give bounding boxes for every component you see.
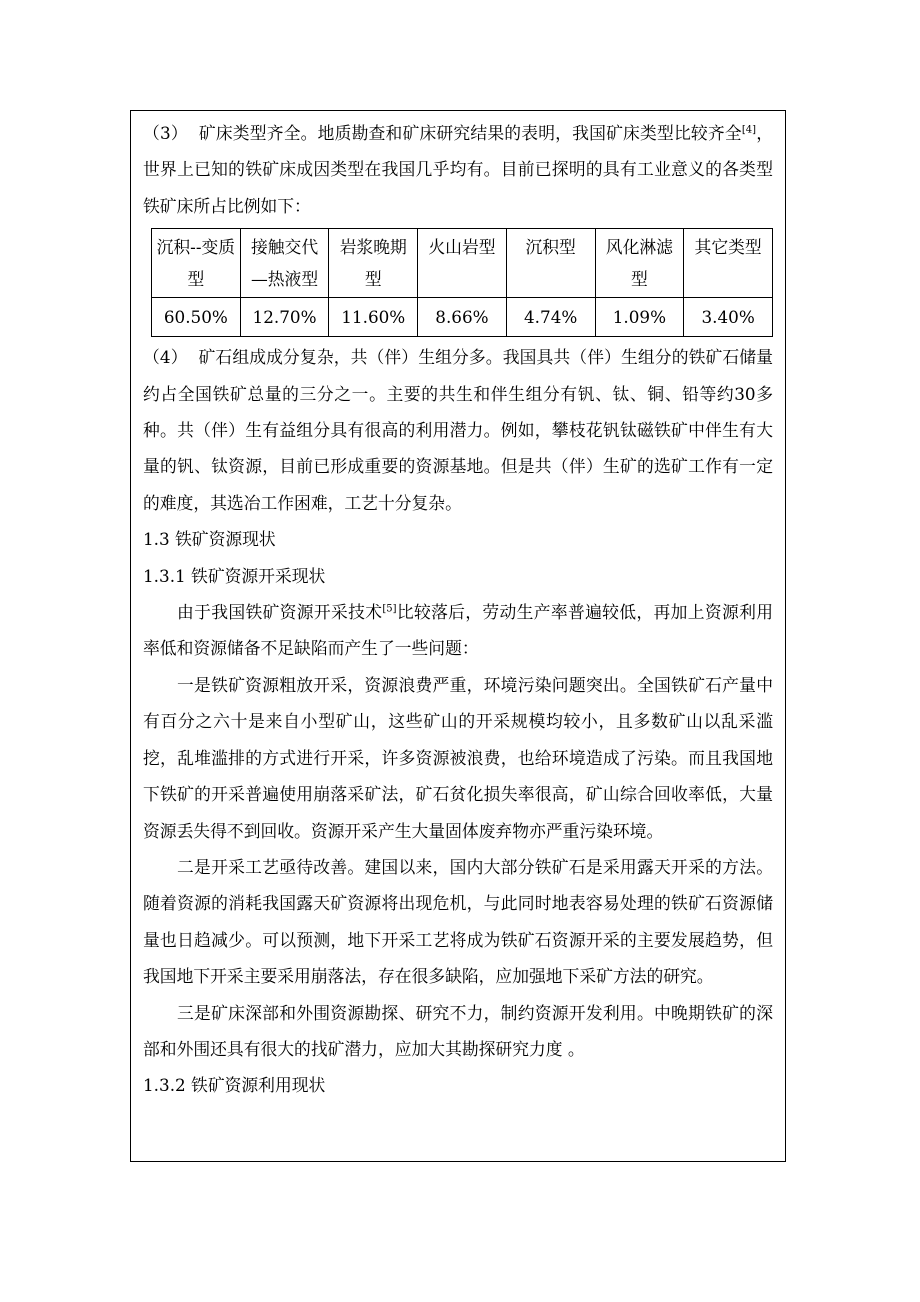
table-value-cell: 12.70% [240,298,329,337]
table-header-cell: 火山岩型 [418,229,507,298]
intro-paragraph [143,594,773,667]
problem-2-paragraph: 二是开采工艺亟待改善。建国以来，国内大部分铁矿石是采用露天开采的方法。随着资源的消耗我国露天矿资源将出现危机，与此同时地表容易处理的铁矿石资源储量也日趋减少。可以预测，地下开采工艺将成为铁矿石资源开采的主要发展趋势，但我国地下开采主要采用崩落法，存在很多缺陷，应加强地下采矿方法的研究。 [143,856,773,987]
table-header-cell: 接触交代—热液型 [240,229,329,298]
heading-1-3-2: 1.3.2 铁矿资源利用现状 [143,1075,326,1096]
problem-1-paragraph: 一是铁矿资源粗放开采，资源浪费严重，环境污染问题突出。全国铁矿石产量中有百分之六十是来自小型矿山，这些矿山的开采规模均较小，且多数矿山以乱采滥挖，乱堆滥排的方式进行开采，许多资源被浪费，也给环境造成了污染。而且我国地下铁矿的开采普遍使用崩落采矿法，矿石贫化损失率很高，矿山综合回收率低，大量资源丢失得不到回收。资源开采产生大量固体废弃物亦严重污染环境。 [143,674,773,841]
section-3-text-cont: ，世界上已知的铁矿床成因类型在我国几乎均有。目前已探明的具有工业意义的各类型铁矿床所占比例如下： [143,123,773,216]
problem-3-paragraph: 三是矿床深部和外围资源勘探、研究不力，制约资源开发利用。中晚期铁矿的深部和外围还具有很大的找矿潜力，应加大其勘探研究力度 。 [143,1002,773,1059]
table-value-cell: 1.09% [595,298,684,337]
table-header-cell: 岩浆晚期型 [329,229,418,298]
citation-5: [5] [382,603,397,615]
table-value-row [152,298,773,337]
table-value-cell: 3.40% [684,298,773,337]
section-4-paragraph [143,339,773,521]
section-4-text: 矿石组成成分复杂，共（伴）生组分多。我国具共（伴）生组分的铁矿石储量约占全国铁矿总量的三分之一。主要的共生和伴生组分有钒、钛、铜、铅等约30多种。共（伴）生有益组分具有很高的利用潜力。例如，攀枝花钒钛磁铁矿中伴生有大量的钒、钛资源，目前已形成重要的资源基地。但是共（伴）生矿的选矿工作有一定的难度，其选冶工作困难，工艺十分复杂。 [143,347,773,513]
section-3-paragraph [143,115,773,224]
table-header-cell: 其它类型 [684,229,773,298]
intro-text-cont: 比较落后，劳动生产率普遍较低，再加上资源利用率低和资源储备不足缺陷而产生了一些问题： [143,602,773,659]
heading-1-3-1: 1.3.1 铁矿资源开采现状 [143,565,326,586]
deposit-type-table [151,228,773,337]
table-header-cell: 风化淋滤型 [595,229,684,298]
table-value-cell: 8.66% [418,298,507,337]
section-3-text: 矿床类型齐全。地质勘查和矿床研究结果的表明，我国矿床类型比较齐全 [198,123,742,143]
intro-text: 由于我国铁矿资源开采技术 [177,602,383,623]
section-3-label: （3） [143,123,188,143]
section-4-label: （4） [143,347,188,368]
document-frame [130,110,786,1162]
table-value-cell: 4.74% [506,298,595,337]
citation-4: [4] [741,124,757,136]
table-header-cell: 沉积型 [506,229,595,298]
table-value-cell: 11.60% [329,298,418,337]
table-header-row [152,229,773,298]
table-value-cell: 60.50% [152,298,241,337]
table-header-cell: 沉积--变质型 [152,229,241,298]
heading-1-3: 1.3 铁矿资源现状 [143,529,276,550]
